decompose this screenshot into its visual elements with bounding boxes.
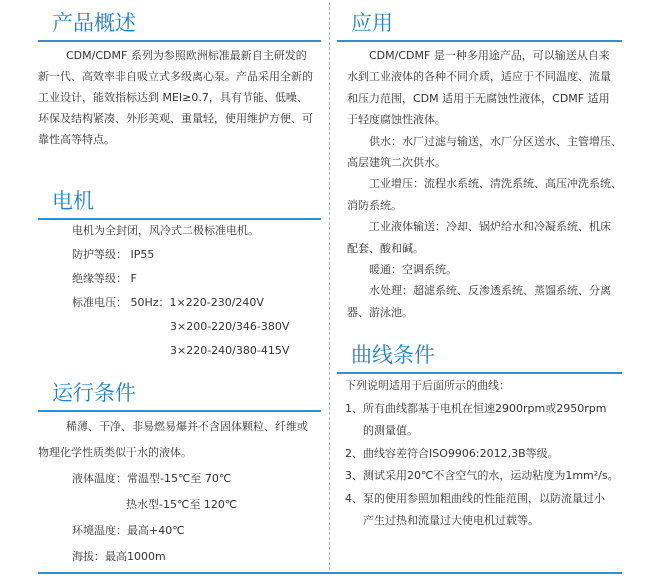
altitude: 海拔：最高1000m — [72, 550, 166, 563]
curve-note-3: 3、测试采用20℃不含空气的水，运动粘度为1mm²/s。 — [345, 469, 619, 482]
motor-description: 电机为全封闭，风冷式二极标准电机。 — [72, 224, 259, 237]
paragraph-line: 工业设计，能效指标达到 MEI≥0.7，具有节能、低噪、 — [38, 91, 308, 104]
insulation-class: 绝缘等级： F — [72, 272, 137, 285]
section-title: 运行条件 — [52, 381, 136, 405]
liquid-temperature-hot: 热水型-15℃至 120℃ — [126, 498, 238, 511]
paragraph-line: 稀薄、干净、非易燃易爆并不含固体颗粒、纤维或 — [66, 420, 308, 433]
paragraph-line: 环保及结构紧凑、外形美观、重量轻，使用维护方便、可 — [38, 112, 313, 125]
paragraph-line: CDM/CDMF 系列为参照欧洲标准最新自主研发的 — [66, 49, 307, 62]
section-body — [38, 45, 313, 150]
paragraph-line: 消防系统。 — [347, 198, 402, 212]
column-divider — [329, 2, 330, 570]
paragraph-line: 靠性高等特点。 — [38, 133, 115, 146]
section-title: 电机 — [52, 189, 94, 213]
paragraph-line: CDM/CDMF 是一种多用途产品，可以输送从自来 — [369, 49, 610, 62]
curve-note-4: 4、泵的使用参照加粗曲线的性能范围，以防流量过小 — [345, 491, 605, 505]
section-body — [38, 414, 308, 570]
bottom-rule — [38, 572, 622, 574]
section-rule — [38, 410, 321, 412]
section-body — [347, 45, 622, 323]
section-title: 曲线条件 — [351, 343, 435, 367]
section-title: 产品概述 — [52, 11, 136, 35]
application-industrial-boost: 工业增压：流程水系统、清洗系统、高压冲洗系统、 — [369, 177, 622, 191]
section-title: 应用 — [351, 11, 393, 35]
section-body — [72, 219, 289, 363]
paragraph-line: 水到工业液体的各种不同介质，适应于不同温度、流量 — [347, 70, 611, 84]
curve-note-1: 1、所有曲线都基于电机在恒速2900rpm或2950rpm — [345, 401, 607, 415]
application-water-treatment: 水处理：超滤系统、反渗透系统、蒸馏系统、分离 — [369, 284, 611, 298]
standard-voltage: 标准电压： 50Hz：1×220-230/240V — [72, 296, 264, 309]
paragraph-line: 配套、酸和碱。 — [347, 241, 424, 255]
section-rule — [337, 372, 622, 374]
section-product-overview — [38, 10, 321, 146]
paragraph-line: 产生过热和流量过大使电机过载等。 — [363, 514, 539, 527]
section-applications — [337, 10, 622, 319]
voltage-option: 3×200-220/346-380V — [170, 320, 290, 333]
paragraph-line: 物理化学性质类似于水的液体。 — [38, 446, 192, 459]
section-curve-conditions — [337, 342, 622, 527]
section-motor — [38, 188, 321, 357]
section-rule — [337, 40, 622, 42]
section-rule — [38, 40, 321, 42]
application-hvac: 暖通：空调系统。 — [369, 263, 457, 277]
ambient-temperature: 环境温度：最高+40℃ — [72, 524, 185, 537]
paragraph-line: 于轻度腐蚀性液体。 — [347, 113, 446, 127]
paragraph-line: 高层建筑二次供水。 — [347, 156, 446, 170]
paragraph-line: 新一代、高效率非自吸立式多级离心泵。产品采用全新的 — [38, 70, 313, 83]
section-body — [345, 375, 619, 533]
application-water-supply: 供水：水厂过滤与输送，水厂分区送水、主管增压、 — [369, 134, 622, 148]
application-liquid-transfer: 工业液体输送：冷却、锅炉给水和冷凝系统、机床 — [369, 220, 611, 234]
paragraph-line: 和压力范围，CDM 适用于无腐蚀性液体，CDMF 适用 — [347, 91, 610, 105]
paragraph-line: 的测量值。 — [363, 424, 418, 437]
liquid-temperature: 液体温度：常温型-15℃至 70℃ — [72, 472, 232, 485]
curve-note-2: 2、曲线容差符合ISO9906:2012,3B等级。 — [345, 446, 559, 460]
section-operating-conditions — [38, 380, 321, 563]
paragraph-line: 器、游泳池。 — [347, 305, 413, 319]
voltage-option: 3×220-240/380-415V — [170, 344, 290, 357]
protection-rating: 防护等级： IP55 — [72, 248, 155, 261]
paragraph-line: 下列说明适用于后面所示的曲线： — [345, 379, 510, 392]
